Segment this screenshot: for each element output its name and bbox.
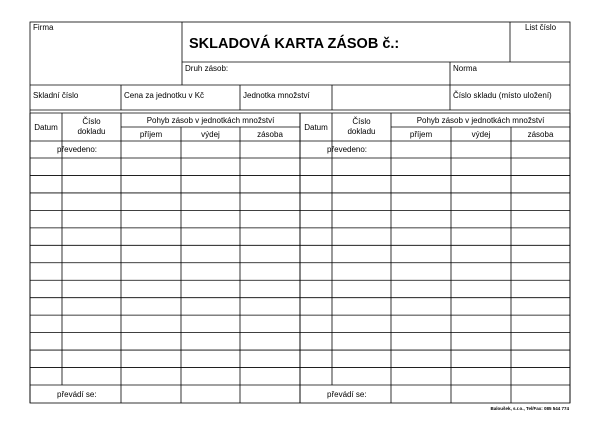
dokladu-header: dokladu: [347, 127, 376, 136]
vydej-header: výdej: [471, 130, 491, 139]
zasoba-header: zásoba: [257, 130, 283, 139]
zasoba-header: zásoba: [527, 130, 554, 139]
prevedeno-label: převedeno:: [57, 145, 98, 154]
datum-header: Datum: [34, 123, 58, 132]
ledger-table-left: [30, 113, 300, 403]
prijem-header: příjem: [139, 130, 163, 139]
cislo-header: Číslo: [352, 117, 371, 126]
card-title: SKLADOVÁ KARTA ZÁSOB č.:: [189, 36, 400, 52]
skladni-cislo-label: Skladní číslo: [33, 91, 79, 100]
dokladu-header: dokladu: [77, 127, 106, 136]
prevadi-se-label: převádí se:: [327, 390, 367, 399]
cena-label: Cena za jednotku v Kč: [124, 91, 205, 100]
prijem-header: příjem: [409, 130, 433, 139]
cislo-header: Číslo: [82, 117, 101, 126]
list-cislo-label: List číslo: [525, 23, 557, 32]
datum-header: Datum: [304, 123, 328, 132]
norma-label: Norma: [453, 64, 478, 73]
druh-zasob-label: Druh zásob:: [185, 64, 229, 73]
prevadi-se-label: převádí se:: [57, 390, 97, 399]
publisher-note: Baloušek, s.r.o., Tel/Fax: 085 544 774: [490, 406, 569, 411]
pohyb-header: Pohyb zásob v jednotkách množství: [416, 116, 545, 125]
pohyb-header: Pohyb zásob v jednotkách množství: [146, 116, 275, 125]
vydej-header: výdej: [201, 130, 220, 139]
cislo-skladu-label: Číslo skladu (místo uložení): [453, 91, 552, 100]
ledger-table-right: [300, 113, 570, 403]
prevedeno-label: převedeno:: [327, 145, 368, 154]
ledger-tables: [30, 113, 570, 403]
firma-label: Firma: [33, 23, 54, 32]
jednotka-label: Jednotka množství: [243, 91, 310, 100]
